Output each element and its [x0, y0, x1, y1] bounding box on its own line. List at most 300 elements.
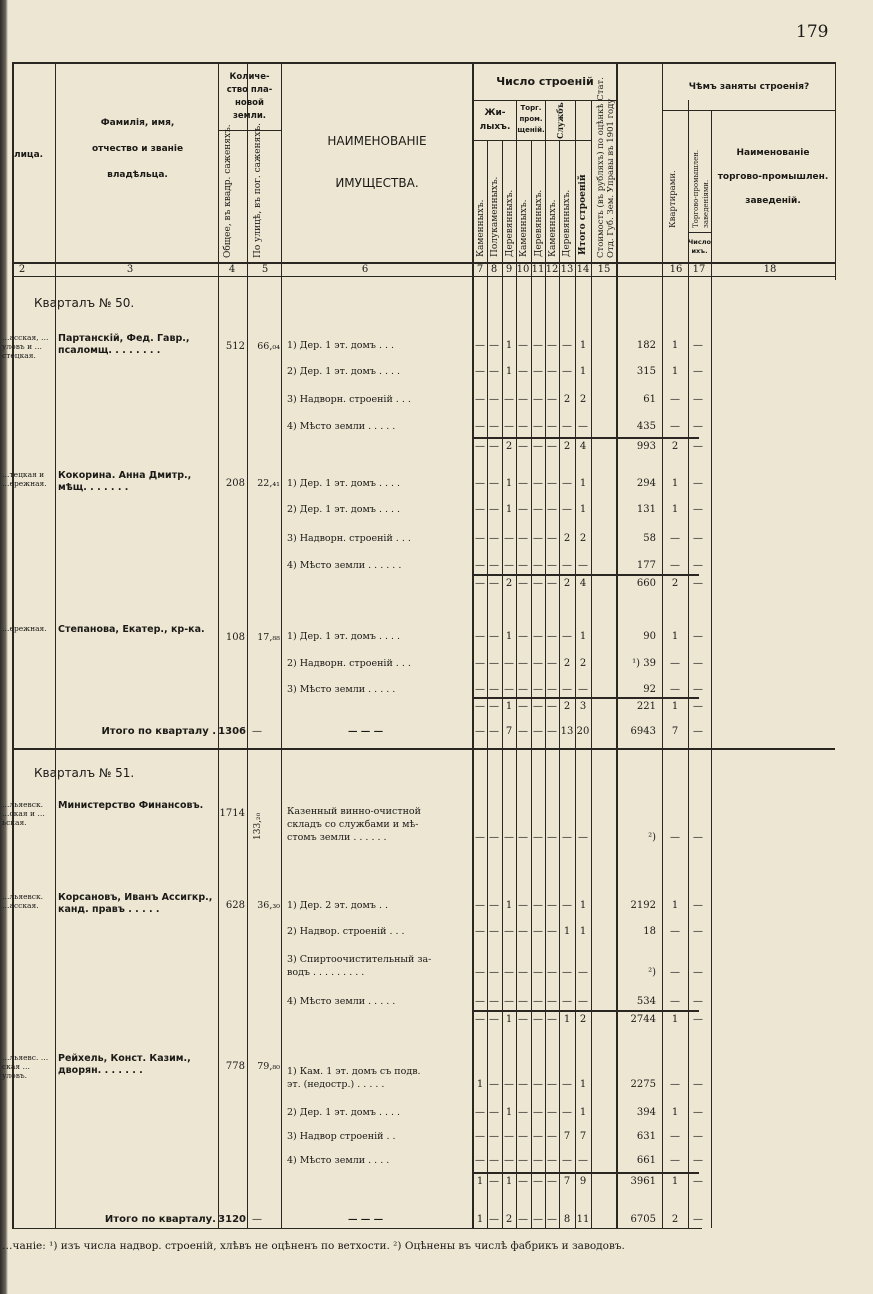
property-item-line: эт. (недостр.) . . . . . [287, 1079, 385, 1090]
empty-cell: — [562, 366, 572, 377]
empty-cell: — [475, 684, 485, 695]
empty-cell: — [489, 578, 499, 589]
column-number: 18 [763, 264, 777, 275]
building-count-cell: 2 [563, 441, 571, 452]
empty-cell: — [693, 478, 703, 489]
empty-cell: — [533, 478, 543, 489]
empty-cell: — [547, 701, 557, 712]
empty-cell: — [518, 1107, 528, 1118]
building-count-cell: 2 [579, 533, 587, 544]
value-header: Стоимость (въ рубляхъ) по оцѣнкѣ Стат. Отд. Губ. Зем. Управы въ 1901 году [596, 77, 616, 258]
empty-cell: — [533, 421, 543, 432]
empty-cell: — [562, 478, 572, 489]
property-item: 1) Дер. 1 эт. домъ . . . . [287, 478, 401, 489]
empty-cell: — [547, 533, 557, 544]
property-item: 1) Дер. 1 эт. домъ . . . [287, 340, 395, 351]
building-count-cell: 1 [579, 926, 587, 937]
total-rule [472, 697, 699, 699]
empty-cell: — [547, 340, 557, 351]
empty-cell: — [518, 478, 528, 489]
column-number: 9 [505, 264, 513, 275]
property-item: 3) Надвор строеній . . [287, 1131, 396, 1142]
building-count-cell: 1 [505, 1176, 513, 1187]
empty-cell: — [475, 478, 485, 489]
empty-cell: — [547, 832, 557, 843]
value-cell: 90 [643, 631, 656, 642]
area-street: 17,₈₈ [257, 632, 280, 643]
value-cell: 2192 [630, 900, 656, 911]
apartments-cell: 2 [671, 578, 679, 589]
building-count-cell: 1 [505, 900, 513, 911]
building-count-cell: 1 [476, 1079, 484, 1090]
empty-cell: — [533, 441, 543, 452]
building-type-header: Каменныхъ. [548, 199, 558, 257]
empty-cell: — [547, 1131, 557, 1142]
empty-cell: — [578, 560, 588, 571]
empty-cell: — [518, 504, 528, 515]
empty-cell: — [518, 441, 528, 452]
empty-cell: — [475, 996, 485, 1007]
empty-cell: — [518, 1014, 528, 1025]
empty-cell: — [562, 340, 572, 351]
empty-cell: — [489, 832, 499, 843]
building-type-header: Деревянныхъ. [562, 189, 572, 257]
building-count-cell: 1 [505, 478, 513, 489]
empty-cell: — [489, 441, 499, 452]
empty-cell: — [562, 631, 572, 642]
value-cell: 534 [636, 996, 656, 1007]
empty-cell: — [489, 631, 499, 642]
apartments-cell: 1 [671, 1014, 679, 1025]
empty-cell: — [670, 1131, 680, 1142]
column-rule [281, 62, 282, 1228]
apartments-cell: 1 [671, 340, 679, 351]
building-count-cell: 7 [505, 726, 513, 737]
column-number: 10 [516, 264, 530, 275]
empty-cell: — [693, 1014, 703, 1025]
empty-cell: — [533, 1131, 543, 1142]
owner-name: Кокорина. Анна Дмитр., мѣщ. . . . . . . [58, 470, 192, 493]
value-cell: 92 [643, 684, 656, 695]
apartments-cell: 2 [671, 1214, 679, 1225]
apartments-cell: 1 [671, 631, 679, 642]
empty-cell: — [475, 578, 485, 589]
building-count-cell: 8 [563, 1214, 571, 1225]
empty-cell: — [693, 658, 703, 669]
empty-cell: — [547, 478, 557, 489]
empty-cell: — [504, 1155, 514, 1166]
building-count-cell: 9 [579, 1176, 587, 1187]
building-count-cell: 20 [576, 726, 590, 737]
empty-cell: — [533, 701, 543, 712]
owner-column-header: владѣльца. [107, 170, 168, 180]
building-count-cell: 2 [563, 701, 571, 712]
column-number: 7 [476, 264, 484, 275]
empty-cell: — [533, 726, 543, 737]
apartments-cell: 1 [671, 1107, 679, 1118]
empty-cell: — [693, 701, 703, 712]
empty-cell: — [562, 1155, 572, 1166]
property-item: 2) Дер. 1 эт. домъ . . . . [287, 366, 401, 377]
empty-cell: — [693, 366, 703, 377]
empty-cell: — [693, 504, 703, 515]
property-item: 3) Надворн. строеній . . . [287, 394, 411, 405]
building-count-cell: 1 [579, 1107, 587, 1118]
empty-cell: — [489, 726, 499, 737]
empty-cell: — [693, 394, 703, 405]
quarter-total-area-street: — [252, 1214, 262, 1225]
value-cell: 993 [636, 441, 656, 452]
value-cell: ²) [648, 967, 656, 978]
area-column-header: земли. [232, 111, 267, 121]
empty-cell: — [518, 578, 528, 589]
owner-name: Партанскій, Фед. Гавр., псаломщ. . . . . . . . [58, 333, 190, 356]
building-count-cell: 2 [579, 1014, 587, 1025]
empty-cell: — [489, 478, 499, 489]
building-count-cell: 2 [505, 578, 513, 589]
area-street: 79,₈₀ [257, 1061, 280, 1072]
empty-cell: — [562, 967, 572, 978]
empty-cell: — [475, 441, 485, 452]
street-name: …льяевск. …ская и …ьская. [2, 800, 45, 827]
empty-cell: — [693, 684, 703, 695]
service-header: Службъ [555, 102, 565, 139]
empty-cell: — [518, 1131, 528, 1142]
owner-column-header: отчество и званіе [91, 144, 184, 154]
empty-cell: — [489, 658, 499, 669]
empty-cell: — [489, 996, 499, 1007]
empty-cell: — [547, 366, 557, 377]
column-number: 13 [560, 264, 574, 275]
total-buildings-header: Итого строеній [578, 174, 588, 255]
empty-cell: — [693, 1079, 703, 1090]
empty-cell: — [475, 340, 485, 351]
value-cell: 435 [636, 421, 656, 432]
value-cell: 2275 [630, 1079, 656, 1090]
count-subheader-rule [688, 232, 711, 233]
building-type-header: Полукаменныхъ. [490, 176, 500, 257]
area-total: 512 [225, 341, 245, 352]
area-total: 208 [225, 478, 245, 489]
empty-cell: — [547, 684, 557, 695]
empty-cell: — [489, 1214, 499, 1225]
building-count-cell: 2 [579, 394, 587, 405]
empty-cell: — [670, 1079, 680, 1090]
area-total: 778 [225, 1061, 245, 1072]
occupied-subheader-rule [662, 110, 835, 111]
empty-cell: — [475, 504, 485, 515]
empty-cell: — [547, 560, 557, 571]
value-cell: 631 [636, 1131, 656, 1142]
empty-cell: — [489, 1155, 499, 1166]
empty-cell: — [475, 1107, 485, 1118]
empty-cell: — [518, 926, 528, 937]
establishment-name-header: торгово-промышлен. [717, 172, 829, 182]
property-item: 2) Надворн. строеній . . . [287, 658, 411, 669]
empty-cell: — [693, 578, 703, 589]
buildings-count-header: Число строеній [496, 75, 594, 88]
empty-cell: — [670, 533, 680, 544]
building-count-cell: 1 [505, 631, 513, 642]
building-count-cell: 1 [579, 1079, 587, 1090]
empty-cell: — [670, 658, 680, 669]
count-header: Число [688, 238, 711, 246]
empty-cell: — [547, 1155, 557, 1166]
empty-cell: — [489, 1079, 499, 1090]
empty-cell: — [533, 366, 543, 377]
property-item-line: Казенный винно-очистной [287, 806, 421, 817]
empty-cell: — [578, 832, 588, 843]
empty-cell: — [693, 926, 703, 937]
empty-cell: — [533, 900, 543, 911]
property-item-line: 1) Кам. 1 эт. домъ съ подв. [287, 1066, 421, 1077]
area-column-header: ство пла- [226, 85, 273, 95]
residential-header: Жи- [484, 108, 506, 118]
empty-cell: — [533, 1079, 543, 1090]
empty-cell: — [547, 578, 557, 589]
value-cell: ¹) 39 [632, 658, 656, 669]
building-count-cell: 7 [579, 1131, 587, 1142]
empty-cell: — [693, 421, 703, 432]
empty-cell: — [547, 631, 557, 642]
column-number: 8 [490, 264, 498, 275]
building-type-header: Каменныхъ. [476, 199, 486, 257]
property-item: 1) Дер. 2 эт. домъ . . [287, 900, 388, 911]
apartments-cell: 1 [671, 1176, 679, 1187]
building-count-cell: 1 [579, 631, 587, 642]
apartments-header: Квартирами. [668, 170, 678, 228]
owner-name: Степанова, Екатер., кр-ка. [58, 624, 205, 635]
empty-cell: — [693, 1214, 703, 1225]
value-cell: 131 [636, 504, 656, 515]
owner-name: Рейхель, Конст. Казим., дворян. . . . . . . [58, 1053, 191, 1076]
empty-cell: — [518, 1155, 528, 1166]
empty-cell: — [489, 366, 499, 377]
column-number-rule [12, 276, 835, 277]
street-name: …тецкая и …ережная. [2, 470, 47, 488]
empty-cell: — [475, 631, 485, 642]
property-column-header: ИМУЩЕСТВА. [335, 176, 419, 190]
empty-cell: — [562, 560, 572, 571]
buildings-subheader-rule-2 [473, 140, 591, 141]
trade-header: пром. [519, 115, 543, 123]
empty-cell: — [547, 967, 557, 978]
empty-cell: — [533, 684, 543, 695]
value-cell: 182 [636, 340, 656, 351]
empty-cell: — [504, 1079, 514, 1090]
apartments-cell: 1 [671, 504, 679, 515]
column-rule [473, 62, 474, 1228]
empty-cell: — [489, 926, 499, 937]
value-cell: 2744 [630, 1014, 656, 1025]
empty-cell: — [547, 504, 557, 515]
building-count-cell: 7 [563, 1176, 571, 1187]
empty-cell: — [504, 533, 514, 544]
empty-cell: — [547, 1176, 557, 1187]
empty-cell: — [533, 996, 543, 1007]
value-cell: ²) [648, 832, 656, 843]
empty-cell: — [693, 340, 703, 351]
building-count-cell: 1 [476, 1176, 484, 1187]
empty-cell: — [518, 832, 528, 843]
empty-cell: — [670, 926, 680, 937]
empty-cell: — [518, 394, 528, 405]
value-cell: 6705 [630, 1214, 656, 1225]
empty-cell: — [693, 900, 703, 911]
building-count-cell: 1 [505, 701, 513, 712]
building-count-cell: 1 [476, 1214, 484, 1225]
property-item: 4) Мѣсто земли . . . . . [287, 421, 396, 432]
empty-cell: — [475, 560, 485, 571]
apartments-cell: 2 [671, 441, 679, 452]
empty-cell: — [693, 1155, 703, 1166]
subtotal-rule [472, 1172, 699, 1174]
property-item: 4) Мѣсто земли . . . . [287, 1155, 390, 1166]
column-number: 5 [261, 264, 269, 275]
empty-cell: — [670, 394, 680, 405]
building-count-cell: 2 [563, 658, 571, 669]
empty-cell: — [489, 1107, 499, 1118]
empty-cell: — [562, 900, 572, 911]
column-rule [711, 110, 712, 1228]
area-street: 133,₂₀ [253, 812, 263, 840]
quarter-total-label: Итого по кварталу. [104, 1214, 216, 1225]
column-number: 3 [126, 264, 134, 275]
area-total: 108 [225, 632, 245, 643]
street-name: …льяевск. …асская. [2, 892, 44, 910]
empty-cell: — [475, 533, 485, 544]
building-type-header: Деревянныхъ. [534, 189, 544, 257]
empty-cell: — [693, 1131, 703, 1142]
street-name: …льяевс. …ская …уловъ. [2, 1053, 49, 1080]
empty-cell: — [693, 996, 703, 1007]
building-count-cell: 1 [505, 340, 513, 351]
building-count-cell: 1 [505, 504, 513, 515]
empty-cell: — [562, 504, 572, 515]
footnote: …чаніе: ¹) изъ числа надвор. строеній, хлѣвъ не оцѣненъ по ветхости. ²) Оцѣнены въ числѣ фабрикъ и заводовъ. [2, 1240, 625, 1252]
column-number: 12 [545, 264, 559, 275]
value-cell: 660 [636, 578, 656, 589]
quarter-total-property: — — — [348, 726, 384, 737]
owner-name: Корсановъ, Иванъ Ассигкр., канд. правъ . . . . . [58, 892, 213, 915]
property-item: 2) Надвор. строеній . . . [287, 926, 405, 937]
building-count-cell: 1 [563, 1014, 571, 1025]
residential-header: лыхъ. [479, 122, 511, 132]
establishment-name-header: заведеній. [745, 196, 801, 206]
empty-cell: — [670, 684, 680, 695]
empty-cell: — [533, 967, 543, 978]
apartments-cell: 1 [671, 900, 679, 911]
building-count-cell: 1 [579, 340, 587, 351]
empty-cell: — [518, 996, 528, 1007]
building-count-cell: 13 [560, 726, 574, 737]
quarter-total-property: — — — [348, 1214, 384, 1225]
quarter-total-area: 3120 [218, 1214, 246, 1225]
street-name: …асская, …уловъ и …стецкая. [2, 333, 49, 360]
building-type-header: Деревянныхъ. [505, 189, 515, 257]
column-number: 17 [692, 264, 706, 275]
area-column-header: новой [235, 98, 264, 108]
empty-cell: — [562, 421, 572, 432]
empty-cell: — [475, 832, 485, 843]
empty-cell: — [489, 967, 499, 978]
column-number: 11 [531, 264, 545, 275]
trade-header: Торг. [520, 104, 542, 112]
property-item: 2) Дер. 1 эт. домъ . . . . [287, 1107, 401, 1118]
property-item: 3) Надворн. строеній . . . [287, 533, 411, 544]
empty-cell: — [518, 631, 528, 642]
building-count-cell: 1 [579, 900, 587, 911]
header-top-rule [12, 62, 835, 64]
empty-cell: — [693, 1107, 703, 1118]
empty-cell: — [547, 900, 557, 911]
empty-cell: — [518, 533, 528, 544]
empty-cell: — [547, 394, 557, 405]
page-binding-edge [0, 0, 8, 1294]
building-count-cell: 1 [563, 926, 571, 937]
empty-cell: — [670, 421, 680, 432]
quarter-total-label: Итого по кварталу . [101, 726, 216, 737]
building-count-cell: 2 [563, 533, 571, 544]
building-count-cell: 2 [579, 658, 587, 669]
empty-cell: — [489, 684, 499, 695]
property-item-line: водъ . . . . . . . . . [287, 967, 365, 978]
empty-cell: — [533, 1107, 543, 1118]
empty-cell: — [693, 631, 703, 642]
empty-cell: — [504, 421, 514, 432]
empty-cell: — [578, 1155, 588, 1166]
empty-cell: — [670, 1155, 680, 1166]
empty-cell: — [518, 421, 528, 432]
empty-cell: — [504, 996, 514, 1007]
column-number: 14 [576, 264, 590, 275]
column-rule [835, 62, 836, 280]
empty-cell: — [693, 441, 703, 452]
empty-cell: — [547, 996, 557, 1007]
empty-cell: — [518, 967, 528, 978]
empty-cell: — [504, 560, 514, 571]
value-cell: 394 [636, 1107, 656, 1118]
empty-cell: — [518, 1214, 528, 1225]
empty-cell: — [533, 340, 543, 351]
empty-cell: — [504, 394, 514, 405]
value-cell: 221 [636, 701, 656, 712]
empty-cell: — [533, 560, 543, 571]
property-item: 1) Дер. 1 эт. домъ . . . . [287, 631, 401, 642]
empty-cell: — [533, 926, 543, 937]
empty-cell: — [518, 900, 528, 911]
property-item: 4) Мѣсто земли . . . . . . [287, 560, 402, 571]
empty-cell: — [475, 967, 485, 978]
empty-cell: — [489, 1131, 499, 1142]
empty-cell: — [578, 421, 588, 432]
quarter-total-area-street: — [252, 726, 262, 737]
property-item-line: стомъ земли . . . . . . [287, 832, 387, 843]
empty-cell: — [693, 726, 703, 737]
empty-cell: — [547, 926, 557, 937]
value-cell: 6943 [630, 726, 656, 737]
value-cell: 315 [636, 366, 656, 377]
value-cell: 661 [636, 1155, 656, 1166]
empty-cell: — [533, 658, 543, 669]
column-rule [617, 62, 618, 1228]
empty-cell: — [475, 701, 485, 712]
property-item: 3) Мѣсто земли . . . . . [287, 684, 396, 695]
property-column-header: НАИМЕНОВАНІЕ [327, 134, 427, 148]
page-number: 179 [796, 22, 829, 42]
empty-cell: — [489, 394, 499, 405]
empty-cell: — [533, 504, 543, 515]
